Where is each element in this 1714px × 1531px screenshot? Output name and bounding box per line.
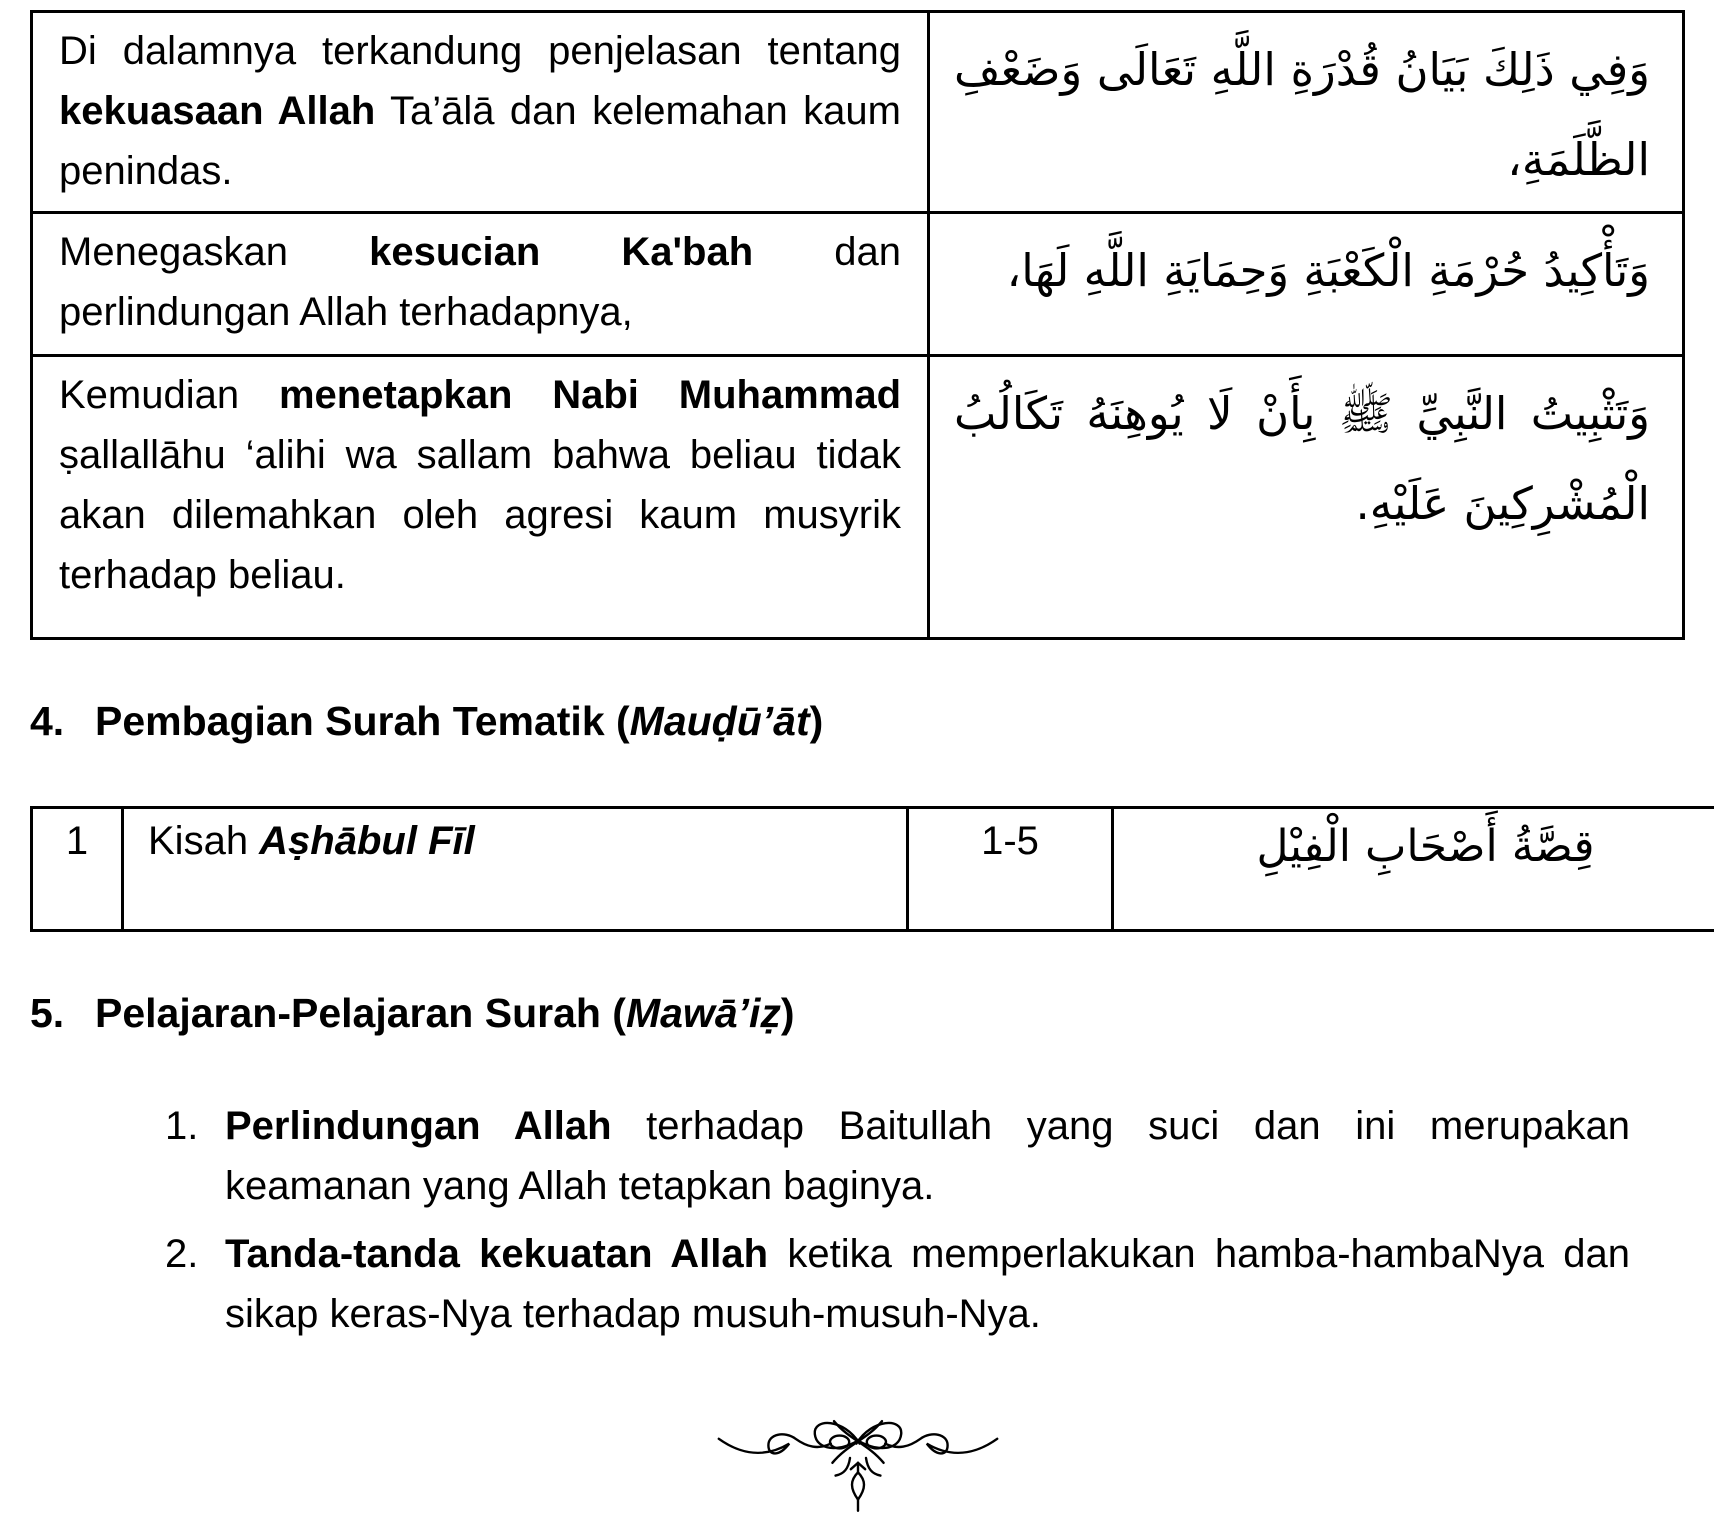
list-item <box>165 1096 1685 1216</box>
list-item-text: Perlindungan Allah terhadap Baitullah yang suci dan ini merupakan keamanan yang Allah tetapkan baginya. <box>225 1104 1630 1208</box>
summary-row2-arabic: وَتَأْكِيدُ حُرْمَةِ الْكَعْبَةِ وَحِمَايَةِ اللَّهِ لَهَا، <box>929 213 1684 356</box>
section-heading-5 <box>30 988 1685 1038</box>
summary-table <box>30 10 1685 640</box>
thematic-row-verses: 1-5 <box>908 808 1113 931</box>
list-item <box>165 1224 1685 1344</box>
summary-row2-indonesian: Menegaskan kesucian Ka'bah dan perlindungan Allah terhadapnya, <box>32 213 929 356</box>
table-row <box>32 213 1684 356</box>
table-row <box>32 12 1684 213</box>
thematic-row-index: 1 <box>32 808 123 931</box>
summary-row1-indonesian: Di dalamnya terkandung penjelasan tentang kekuasaan Allah Ta’ālā dan kelemahan kaum penindas. <box>32 12 929 213</box>
table-row <box>32 808 1714 931</box>
summary-row3-indonesian: Kemudian menetapkan Nabi Muhammad ṣallallāhu ‘alihi wa sallam bahwa beliau tidak akan dilemahkan oleh agresi kaum musyrik terhadap beliau. <box>32 356 929 639</box>
thematic-row-description: Kisah Aṣhābul Fīl <box>123 808 908 931</box>
section-title: Pembagian Surah Tematik (Mauḍū’āt) <box>95 698 824 744</box>
summary-row1-arabic: وَفِي ذَلِكَ بَيَانُ قُدْرَةِ اللَّهِ تَعَالَى وَضَعْفِ الظَّلَمَةِ، <box>929 12 1684 213</box>
summary-row3-arabic: وَتَثْبِيتُ النَّبِيِّ ﷺ بِأَنْ لَا يُوهِنَهُ تَكَالُبُ الْمُشْرِكِينَ عَلَيْهِ. <box>929 356 1684 639</box>
flourish-divider-icon <box>688 1394 1028 1514</box>
list-item-number: 2. <box>165 1232 199 1276</box>
thematic-table <box>30 806 1714 932</box>
section-title: Pelajaran-Pelajaran Surah (Mawā’iẓ) <box>95 990 795 1036</box>
thematic-row-arabic: قِصَّةُ أَصْحَابِ الْفِيْلِ <box>1113 808 1714 931</box>
list-item-text: Tanda-tanda kekuatan Allah ketika memperlakukan hamba-hambaNya dan sikap keras-Nya terhadap musuh-musuh-Nya. <box>225 1232 1630 1336</box>
section-number: 5. <box>30 990 65 1036</box>
section-number: 4. <box>30 698 65 744</box>
lessons-list <box>165 1096 1685 1344</box>
section-heading-4 <box>30 696 1685 746</box>
list-item-number: 1. <box>165 1104 199 1148</box>
table-row <box>32 356 1684 639</box>
